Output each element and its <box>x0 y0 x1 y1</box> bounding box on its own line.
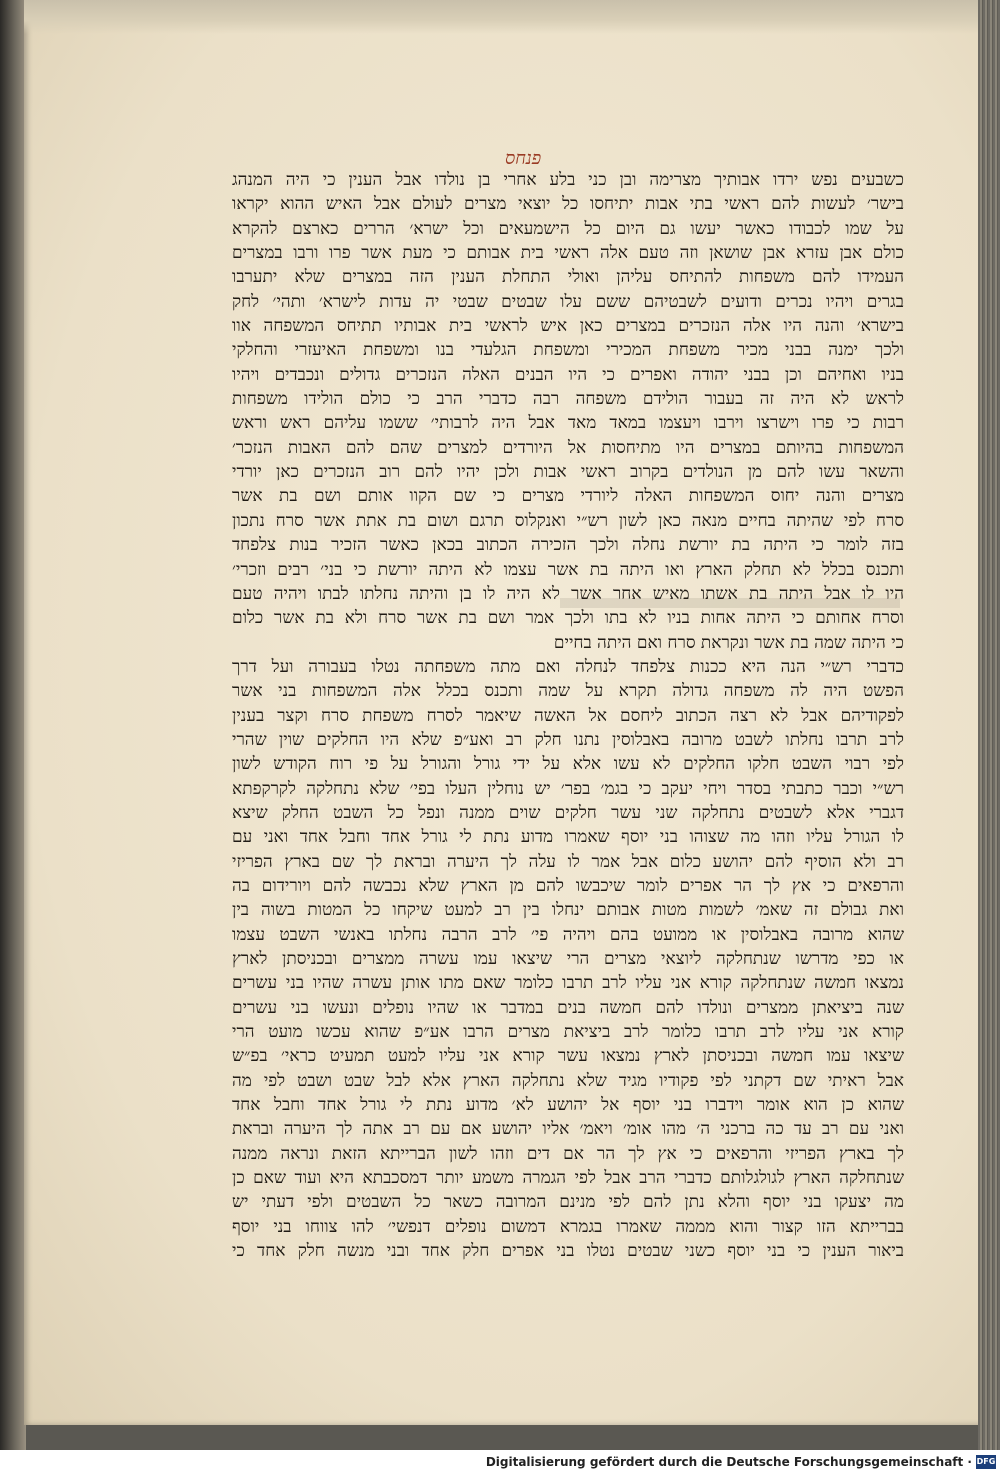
text-line: דגברי אלא לשבטים נתחלקה שני עשר חלקים שוים ממנה ונפל כל השבט החלק שיצא <box>232 802 904 823</box>
text-line: היו לו אבל היתה בת אשתו מאיש אחר אשר לא היה לו בן והיתה נחלתו לבתו ויהיה טעם <box>232 583 904 604</box>
page-stack-edge <box>978 0 1000 1450</box>
text-line: שנה ביציאתן ממצרים ונולדו להם חמשה בנים במדבר או שהיו נופלים ונעשו בני עשרים <box>232 997 904 1018</box>
text-line: כי היתה שמה בת אשר ונקראת סרח ואם היתה בחיים <box>553 632 904 653</box>
text-line: בגרים ויהיו נכרים ודועים לשבטיהם ששם עלו שבטים שבטי יה עדות לישרא׳ ותהי׳ לחק <box>232 291 904 312</box>
text-line: רבות כי פרו וישרצו וירבו ויעצמו במאד מאד אבל היה לרבותי׳ ששמו עליהם ראש וראש <box>232 413 904 434</box>
text-line: כשבעים נפש ירדו אבותיך מצרימה ובן כני בלע אחרי בן נולדו אבל הענין כי היה המנהג <box>232 170 904 190</box>
text-line: מה יצעקו בני יוסף והלא נתן להם לפי מנינם המרובה כשאר כל השבטים ולפי דעתי יש <box>232 1192 904 1213</box>
text-line: על שמו לכבודו כאשר יעשו גם היום כל הישמעאים וכל ישרא׳ הררים כארצם להקרא <box>232 218 904 239</box>
text-line: כולם אבן עזרא אבן שושאן וזה טעם אלה ראשי בית אבותם כי מעת אשר פרו ורבו במצרים <box>232 243 904 264</box>
text-line: הפשט היה לה משפחה גדולה תקרא על שמה ותכנס בכלל אלה המשפחות בני אשר <box>232 681 904 702</box>
text-line: רב ולא הוסיף להם יהושע כלום אבל אמר לו עלה לך היערה ובראת לך שם בארץ הפריזי <box>232 851 904 872</box>
text-line: לרב תרבו נחלתו לשבט מרובה באבלוסין נתנו חלק רב ואע״פ שלא היו החלקים שוין שהרי <box>232 729 904 750</box>
text-line: רש״י וכבר כתבתי בסדר ויחי יעקב כי בגמ׳ בפר׳ יש נוחלין העלו בפי׳ שלא נתחלקה לקרקפתא <box>232 778 904 799</box>
text-line: בישר׳ לעשות להם ראשי בתי אבות יתיחסו כל יוצאי מצרים לעולם אבל האיש ההוא יקראו <box>232 194 904 215</box>
text-line: לפקודיהם אבל לא רצה הכתוב ליחסם אל האשה שיאמר לסרח משפחת סרח וקצר בענין <box>232 705 904 726</box>
text-line: בניו ואחיהם וכן בבני יהודה ואפרים כי היו הבנים האלה הנזכרים גדולים ונכבדים ויהיו <box>232 364 904 385</box>
text-line: לך בארץ הפריזי והרפאים כי אץ לך הר אם דים וזהו לשון הברייתא הזאת ונראה ממנה <box>232 1143 904 1164</box>
text-line: בברייתא הזו קצור והוא מממה שאמרו בגמרא דמשום נופלים דנפשי׳ להו צווחו בני יוסף <box>232 1216 904 1237</box>
text-line: בזה לומר כי היתה בת יורשת נחלה ולכך הזכירה הכתוב בכאן כאשר הזכיר בנות צלפחד <box>232 535 904 556</box>
page-top-edge <box>24 0 982 34</box>
text-line: אבל ראיתי שם דקתני לפי פקודיו מגיד שלא נתחלקה הארץ אלא לבל שבט ושבט לפי מה <box>232 1070 904 1091</box>
digitization-credit: Digitalisierung gefördert durch die Deutsche Forschungsgemeinschaft · <box>485 1455 972 1469</box>
text-line: ותכנס בכלל לא תחלק הארץ ואו היתה בת אשר עצמו לא היתה יורשת כי בני׳ רבים וזכרי׳ <box>232 559 904 580</box>
text-line: שהוא כן הוא אומר וידברו בני יוסף אל יהושע לא׳ מדוע נתת לי גורל אחד וחבל אחד <box>232 1095 904 1116</box>
running-head: פנחס <box>505 148 542 169</box>
text-line: סרח לפי שהיתה בחיים מנאה כאן לשון רש״י ואנקלוס תרגם ושום בת אתת אשר סרח נתכון <box>232 510 904 531</box>
text-line: כדברי רש״י הנה היא ככנות צלפחד לנחלה ואם מתה משפחתה נטלו בעבורה ועל דרך <box>232 656 904 677</box>
text-line: שהוא מרובה באבלוסין או ממועט בהם ויהיה פי׳ לרב הרבה נחלתו באנשי השבט עצמו <box>232 924 904 945</box>
text-line: המשפחות בהיותם במצרים היו מתיחסות אל היורדים למצרים שהם להם האבות הנזכר׳ <box>232 437 904 458</box>
text-line: לו הגורל עליו וזהו מה שצוהו בני יוסף שאמרו מדוע נתת לי גורל אחד וחבל אחד ואני עם <box>232 827 904 848</box>
hebrew-text-block <box>232 168 904 1263</box>
text-line: והשאר עשו להם מן הנולדים בקרוב ראשי אבות ולכן יהיו להם רוב הנזכרים כאן יורדי <box>232 462 904 483</box>
text-line: העמידו להם משפחות להתיחס עליהן ואולי התחלת הענין הזה במצרים שלא יתערבו <box>232 267 904 288</box>
text-line: והרפאים כי אץ לך הר אפרים לומר שיכבשו להם מן הארץ שלא נכבשה להם ויורידום בה <box>232 875 904 896</box>
text-line: ביאור הענין כי בני יוסף כשני שבטים נטלו בני אפרים חלק אחד ובני מנשה חלק אחד כי <box>232 1241 904 1262</box>
dfg-logo: DFG <box>976 1455 996 1469</box>
text-line: שיצאו עמו חמשה ובכניסתן לארץ נמצאו עשר קורא אני עליו למעט תמעיט כראי׳ בפ״ש <box>232 1046 904 1067</box>
text-line: שנתחלקה הארץ לגולגלותם כדברי הרב אבל לפי הגמרה משמע יותר דמסכבתא היא ועוד שאם כן <box>232 1168 904 1189</box>
text-line: וסרח אחותם כי היתה אחות בניו לא בתו ולכך אמר ושם בת אשר סרח ולא בת אשר כלום <box>232 608 904 629</box>
text-line: בישרא׳ והנה היו אלה הנזכרים במצרים כאן איש לראשי בית אבותיו תתיחס המשפחה אוו <box>232 316 904 337</box>
text-line: או כפי מדרשו שנתחלקה ליוצאי מצרים הרי שיצאו עמו עשרה ממצרים ובכניסתן לארץ <box>232 949 904 969</box>
text-line: מצרים והנה יחוס המשפחות האלה ליורדי מצרים כי שם הקוו אותם ושם בת אשר <box>232 486 904 507</box>
text-line: נמצאו חמשה שנתחלקה קורא אני עליו לרב תרבו כלומר שאם מתו אותן עשרה שהיו בני עשרים <box>232 973 904 994</box>
binding-gutter <box>0 0 26 1450</box>
text-line: לפי רבוי השבט חלקו החלקים לא עשו אלא על ידי גורל והגורל על פי רוח הקודש לשון <box>232 754 904 775</box>
text-line: ואני עם רב עד כה ברכני ה׳ מהו אומ׳ ויאמ׳ אליו יהושע אם עם רב אתה לך היערה ובראת <box>232 1119 904 1140</box>
text-line: ואת גבולם זה שאמ׳ לשמות מטות אבותם ינחלו בין רב למעט שיקחו כל המטות בשוה בין <box>232 900 904 921</box>
text-line: ולכך ימנה בבני מכיר משפחת המכירי ומשפחת הגלעדי בנו ומשפחת האיעזרי והחלקי <box>232 340 904 361</box>
text-line: קורא אני עליו לרב תרבו כלומר לרב ביציאת מצרים הרבו אע״פ שהוא עכשו מועט הרי <box>232 1022 904 1043</box>
text-line: לראש לא היה זה בעבור הולידם משפחה רבה כדברי הרב כי כולם הולידו משפחות <box>232 389 904 410</box>
